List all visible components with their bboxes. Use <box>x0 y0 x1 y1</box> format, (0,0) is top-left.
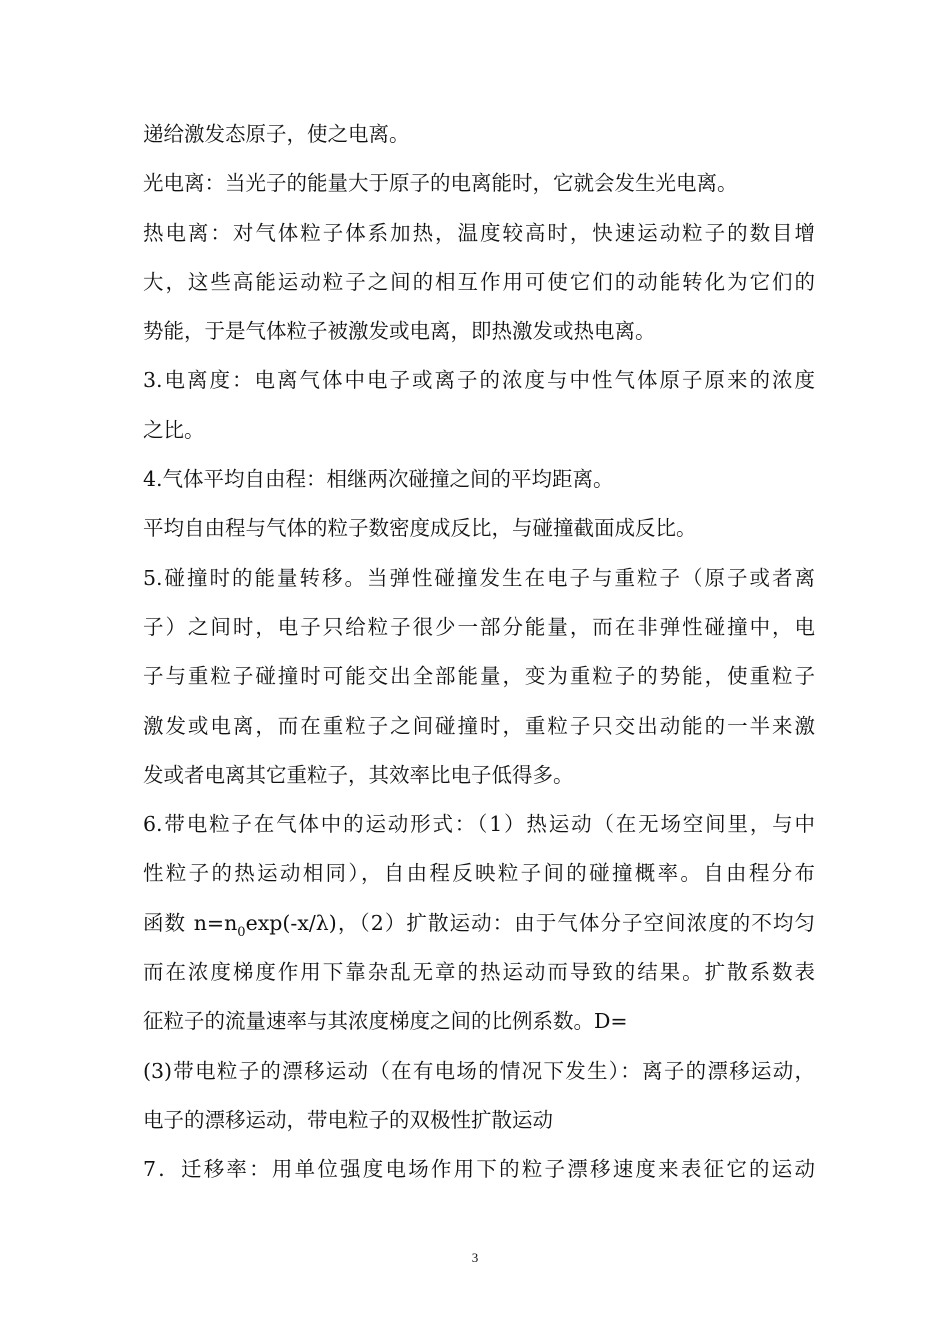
text-line-11: 子）之间时，电子只给粒子很少一部分能量，而在非弹性碰撞中，电 <box>143 614 815 639</box>
text-line-2: 光电离：当光子的能量大于原子的电离能时，它就会发生光电离。 <box>143 171 738 196</box>
text-line-7: 之比。 <box>143 417 205 442</box>
text-line-15: 6.带电粒子在气体中的运动形式：（1）热运动（在无场空间里，与中 <box>143 812 815 837</box>
text-line-4: 大，这些高能运动粒子之间的相互作用可使它们的动能转化为它们的 <box>143 269 815 294</box>
text-line-8: 4.气体平均自由程：相继两次碰撞之间的平均距离。 <box>143 467 614 492</box>
text-line-21: 电子的漂移运动，带电粒子的双极性扩散运动 <box>143 1107 553 1132</box>
text-line-19: 征粒子的流量速率与其浓度梯度之间的比例系数。D= <box>143 1009 628 1034</box>
page-number: 3 <box>471 1250 479 1265</box>
text-line-6: 3.电离度：电离气体中电子或离子的浓度与中性气体原子原来的浓度 <box>143 368 815 393</box>
formula-prefix: 函数 n=n <box>143 910 238 935</box>
text-line-10: 5.碰撞时的能量转移。当弹性碰撞发生在电子与重粒子（原子或者离 <box>143 565 815 590</box>
body-text <box>143 110 815 1195</box>
text-line-9: 平均自由程与气体的粒子数密度成反比，与碰撞截面成反比。 <box>143 516 697 541</box>
text-line-13: 激发或电离，而在重粒子之间碰撞时，重粒子只交出动能的一半来激 <box>143 713 815 738</box>
text-line-1: 递给激发态原子，使之电离。 <box>143 122 410 146</box>
text-line-3: 热电离：对气体粒子体系加热，温度较高时，快速运动粒子的数目增 <box>143 220 815 245</box>
text-line-5: 势能，于是气体粒子被激发或电离，即热激发或热电离。 <box>143 319 656 344</box>
text-line-12: 子与重粒子碰撞时可能交出全部能量，变为重粒子的势能，使重粒子 <box>143 664 815 689</box>
text-line-17 <box>143 899 815 948</box>
text-line-20: (3)带电粒子的漂移运动（在有电场的情况下发生）：离子的漂移运动， <box>143 1058 815 1083</box>
text-line-16: 性粒子的热运动相同），自由程反映粒子间的碰撞概率。自由程分布 <box>143 861 815 886</box>
text-line-14: 发或者电离其它重粒子，其效率比电子低得多。 <box>143 762 574 787</box>
formula-subscript: 0 <box>237 924 246 940</box>
text-line-18: 而在浓度梯度作用下靠杂乱无章的热运动而导致的结果。扩散系数表 <box>143 960 815 985</box>
text-line-22: 7．迁移率：用单位强度电场作用下的粒子漂移速度来表征它的运动 <box>143 1157 815 1182</box>
formula-suffix: exp(-x/λ)，（2）扩散运动：由于气体分子空间浓度的不均匀 <box>245 910 815 935</box>
